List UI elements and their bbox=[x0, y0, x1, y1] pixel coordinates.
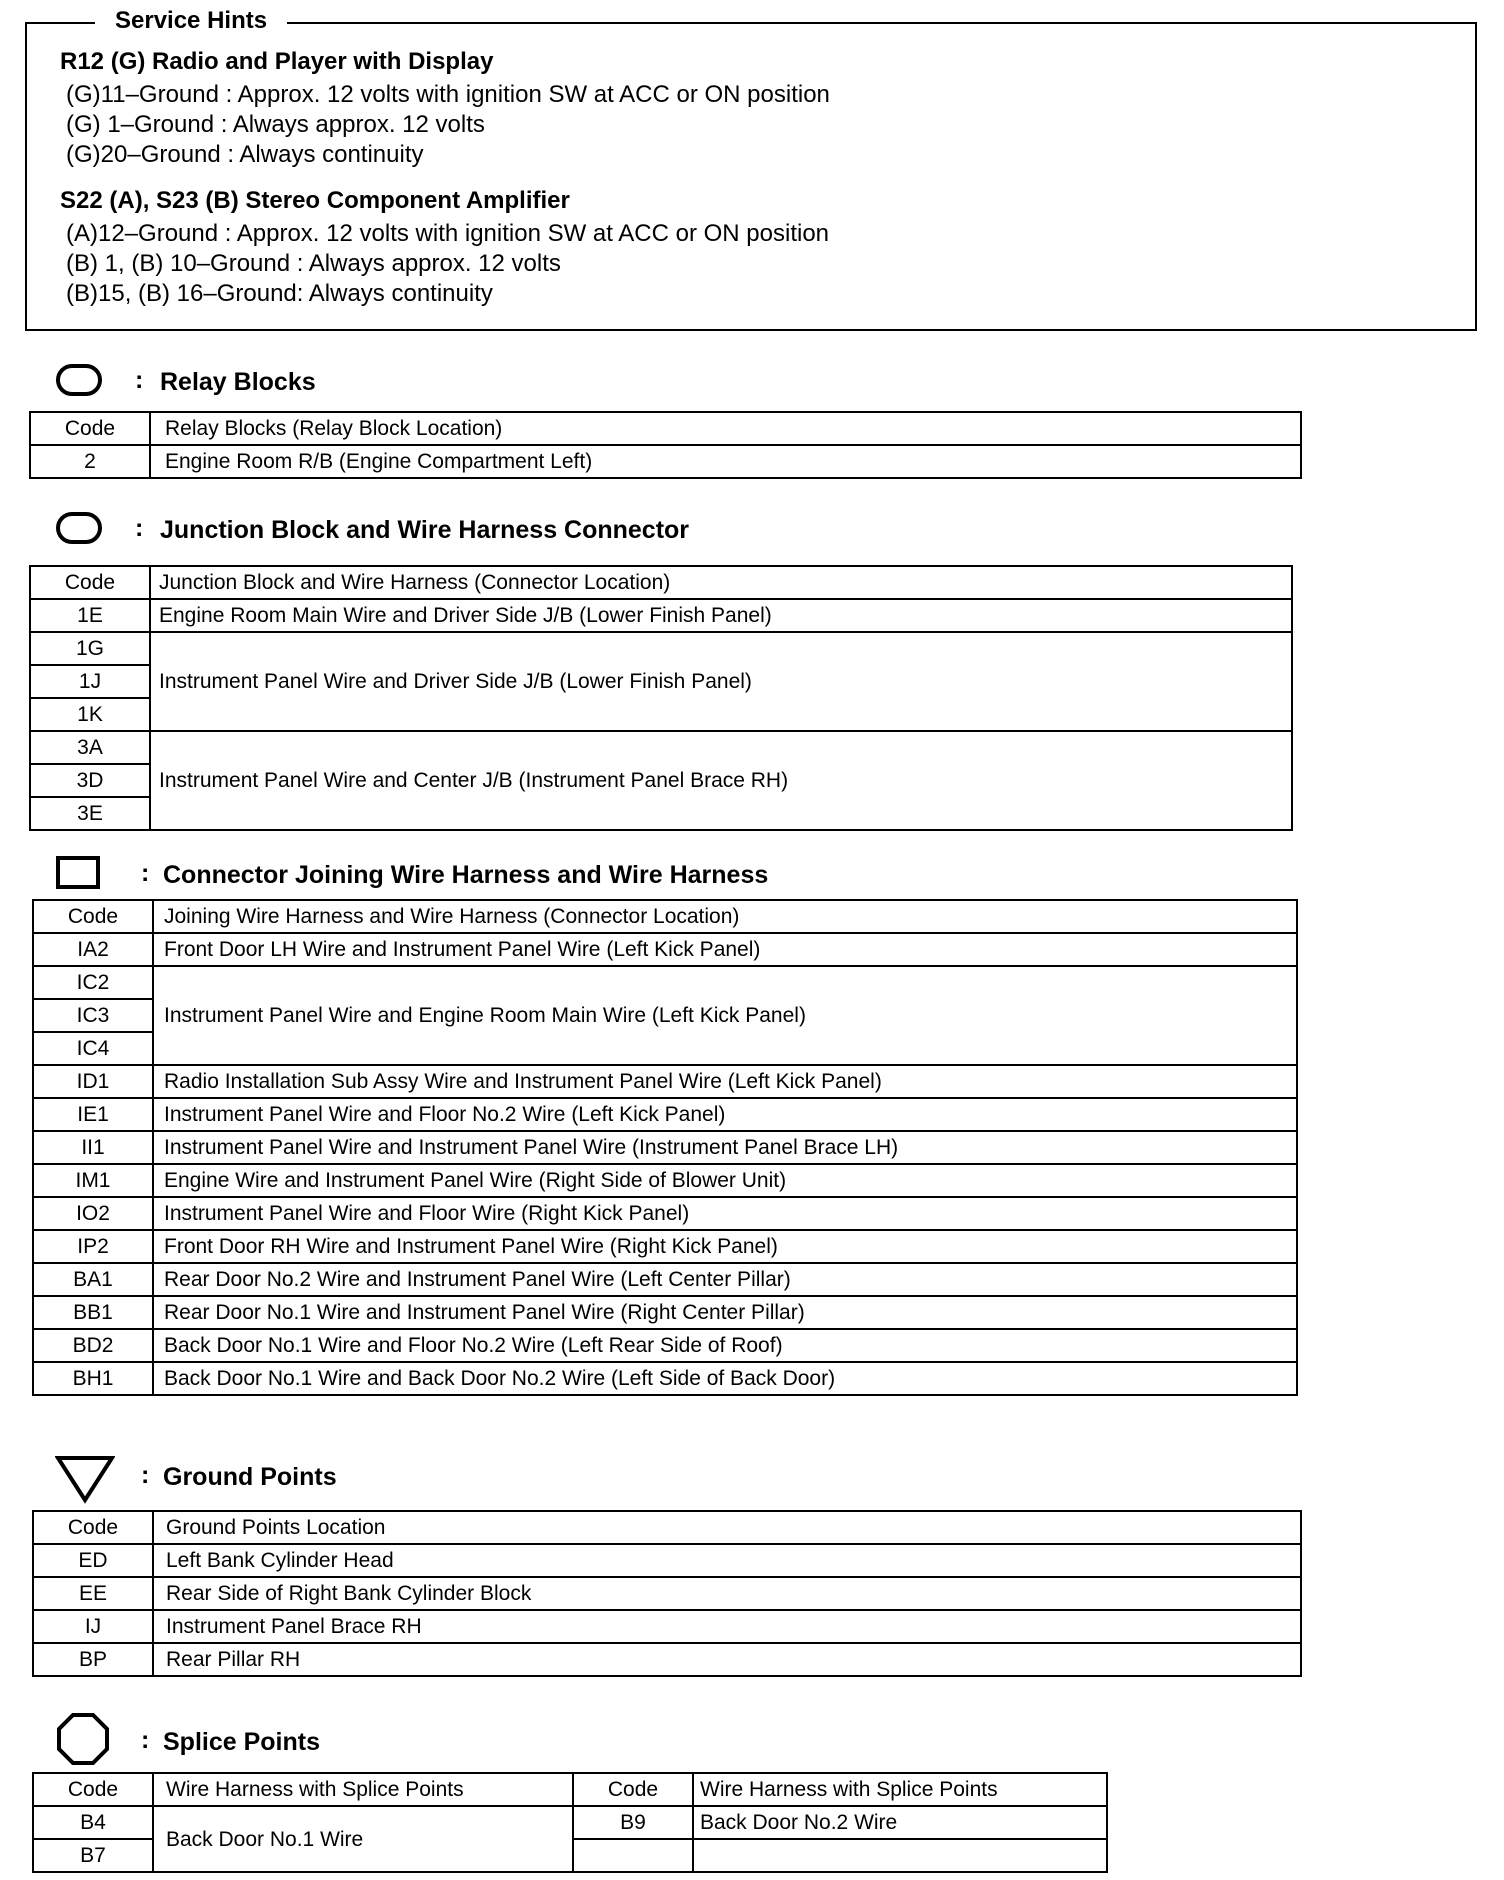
ground-points-table bbox=[32, 1510, 1302, 1677]
row-code: ID1 bbox=[33, 1065, 153, 1098]
row-code: IM1 bbox=[33, 1164, 153, 1197]
row-desc: Instrument Panel Wire and Floor No.2 Wire (Left Kick Panel) bbox=[153, 1098, 1297, 1131]
row-desc: Instrument Panel Brace RH bbox=[153, 1610, 1301, 1643]
table-row bbox=[33, 1610, 1301, 1643]
header-code: Code bbox=[573, 1773, 693, 1806]
connector-table bbox=[32, 899, 1298, 1396]
row-desc: Instrument Panel Wire and Center J/B (Instrument Panel Brace RH) bbox=[150, 731, 1292, 830]
table-header-row bbox=[30, 566, 1292, 599]
row-desc: Front Door LH Wire and Instrument Panel Wire (Left Kick Panel) bbox=[153, 933, 1297, 966]
row-desc: Radio Installation Sub Assy Wire and Instrument Panel Wire (Left Kick Panel) bbox=[153, 1065, 1297, 1098]
table-row bbox=[33, 1296, 1297, 1329]
row-desc: Instrument Panel Wire and Floor Wire (Right Kick Panel) bbox=[153, 1197, 1297, 1230]
row-code: ED bbox=[33, 1544, 153, 1577]
row-code: BB1 bbox=[33, 1296, 153, 1329]
table-row bbox=[33, 1098, 1297, 1131]
row-code: IO2 bbox=[33, 1197, 153, 1230]
header-code: Code bbox=[30, 566, 150, 599]
row-code: BH1 bbox=[33, 1362, 153, 1395]
row-desc: Rear Door No.2 Wire and Instrument Panel Wire (Left Center Pillar) bbox=[153, 1263, 1297, 1296]
table-row bbox=[33, 1230, 1297, 1263]
table-row bbox=[33, 1544, 1301, 1577]
table-row bbox=[33, 966, 1297, 999]
row-desc: Back Door No.1 Wire bbox=[153, 1806, 573, 1872]
rounded-rect-icon bbox=[55, 508, 105, 548]
table-row bbox=[33, 933, 1297, 966]
row-code: IC3 bbox=[33, 999, 153, 1032]
empty-cell bbox=[693, 1839, 1107, 1872]
row-code: 1K bbox=[30, 698, 150, 731]
empty-cell bbox=[573, 1839, 693, 1872]
table-row bbox=[30, 445, 1301, 478]
row-code: 3A bbox=[30, 731, 150, 764]
table-header-row bbox=[30, 412, 1301, 445]
relay-blocks-label: Relay Blocks bbox=[160, 368, 316, 396]
row-desc: Engine Wire and Instrument Panel Wire (Right Side of Blower Unit) bbox=[153, 1164, 1297, 1197]
row-code: IC4 bbox=[33, 1032, 153, 1065]
relay-blocks-table bbox=[29, 411, 1302, 479]
row-code: 3D bbox=[30, 764, 150, 797]
row-desc: Instrument Panel Wire and Instrument Panel Wire (Instrument Panel Brace LH) bbox=[153, 1131, 1297, 1164]
table-header-row bbox=[33, 900, 1297, 933]
row-desc: Engine Room R/B (Engine Compartment Left) bbox=[150, 445, 1301, 478]
row-desc: Back Door No.2 Wire bbox=[693, 1806, 1107, 1839]
row-desc: Instrument Panel Wire and Engine Room Main Wire (Left Kick Panel) bbox=[153, 966, 1297, 1065]
table-row bbox=[33, 1643, 1301, 1676]
hint-line: (G)11–Ground : Approx. 12 volts with ignition SW at ACC or ON position bbox=[66, 81, 830, 108]
table-row bbox=[33, 1806, 1107, 1839]
header-desc: Ground Points Location bbox=[153, 1511, 1301, 1544]
row-code: 2 bbox=[30, 445, 150, 478]
header-desc: Relay Blocks (Relay Block Location) bbox=[150, 412, 1301, 445]
service-hints-box bbox=[25, 22, 1477, 331]
row-code: IE1 bbox=[33, 1098, 153, 1131]
connector-label: Connector Joining Wire Harness and Wire Harness bbox=[163, 861, 769, 889]
hint-line: (G)20–Ground : Always continuity bbox=[66, 141, 424, 168]
rounded-rect-icon bbox=[55, 360, 105, 400]
header-code: Code bbox=[33, 900, 153, 933]
table-header-row bbox=[33, 1511, 1301, 1544]
header-code: Code bbox=[33, 1773, 153, 1806]
hint-group-radio bbox=[60, 44, 830, 170]
row-desc: Front Door RH Wire and Instrument Panel Wire (Right Kick Panel) bbox=[153, 1230, 1297, 1263]
table-row bbox=[30, 632, 1292, 665]
row-code: 3E bbox=[30, 797, 150, 830]
row-desc: Back Door No.1 Wire and Floor No.2 Wire (Left Rear Side of Roof) bbox=[153, 1329, 1297, 1362]
row-desc: Left Bank Cylinder Head bbox=[153, 1544, 1301, 1577]
row-code: 1E bbox=[30, 599, 150, 632]
service-hints-title: Service Hints bbox=[95, 6, 287, 36]
row-desc: Instrument Panel Wire and Driver Side J/B (Lower Finish Panel) bbox=[150, 632, 1292, 731]
row-code: IP2 bbox=[33, 1230, 153, 1263]
triangle-icon bbox=[55, 1455, 115, 1505]
row-code: 1J bbox=[30, 665, 150, 698]
header-desc: Wire Harness with Splice Points bbox=[153, 1773, 573, 1806]
row-code: BD2 bbox=[33, 1329, 153, 1362]
row-code: B9 bbox=[573, 1806, 693, 1839]
header-desc: Junction Block and Wire Harness (Connector Location) bbox=[150, 566, 1292, 599]
table-row bbox=[33, 1164, 1297, 1197]
row-desc: Rear Door No.1 Wire and Instrument Panel Wire (Right Center Pillar) bbox=[153, 1296, 1297, 1329]
splice-points-label: Splice Points bbox=[163, 1728, 320, 1756]
row-code: IC2 bbox=[33, 966, 153, 999]
table-row bbox=[33, 1577, 1301, 1610]
row-code: EE bbox=[33, 1577, 153, 1610]
row-code: 1G bbox=[30, 632, 150, 665]
row-code: BP bbox=[33, 1643, 153, 1676]
hint-line: (B)15, (B) 16–Ground: Always continuity bbox=[66, 280, 493, 307]
hint-line: (A)12–Ground : Approx. 12 volts with ignition SW at ACC or ON position bbox=[66, 220, 830, 247]
table-row bbox=[33, 1065, 1297, 1098]
table-row bbox=[30, 599, 1292, 632]
table-row bbox=[33, 1329, 1297, 1362]
table-row bbox=[33, 1362, 1297, 1395]
square-icon bbox=[55, 853, 105, 893]
row-desc: Back Door No.1 Wire and Back Door No.2 Wire (Left Side of Back Door) bbox=[153, 1362, 1297, 1395]
hint-group-amplifier bbox=[60, 183, 829, 309]
header-code: Code bbox=[33, 1511, 153, 1544]
row-code: IJ bbox=[33, 1610, 153, 1643]
table-row bbox=[30, 731, 1292, 764]
octagon-icon bbox=[55, 1712, 115, 1772]
row-code: B4 bbox=[33, 1806, 153, 1839]
row-desc: Rear Side of Right Bank Cylinder Block bbox=[153, 1577, 1301, 1610]
header-desc: Joining Wire Harness and Wire Harness (Connector Location) bbox=[153, 900, 1297, 933]
junction-block-table bbox=[29, 565, 1293, 831]
junction-block-label: Junction Block and Wire Harness Connector bbox=[160, 516, 690, 544]
hint-line: (B) 1, (B) 10–Ground : Always approx. 12 volts bbox=[66, 250, 561, 277]
hint-line: (G) 1–Ground : Always approx. 12 volts bbox=[66, 111, 485, 138]
row-code: II1 bbox=[33, 1131, 153, 1164]
row-desc: Engine Room Main Wire and Driver Side J/B (Lower Finish Panel) bbox=[150, 599, 1292, 632]
hint-heading: R12 (G) Radio and Player with Display bbox=[60, 48, 494, 75]
header-desc: Wire Harness with Splice Points bbox=[693, 1773, 1107, 1806]
ground-points-label: Ground Points bbox=[163, 1463, 337, 1491]
table-row bbox=[33, 1197, 1297, 1230]
table-header-row bbox=[33, 1773, 1107, 1806]
table-row bbox=[33, 1131, 1297, 1164]
row-code: BA1 bbox=[33, 1263, 153, 1296]
row-code: IA2 bbox=[33, 933, 153, 966]
table-row bbox=[33, 1263, 1297, 1296]
row-desc: Rear Pillar RH bbox=[153, 1643, 1301, 1676]
header-code: Code bbox=[30, 412, 150, 445]
hint-heading: S22 (A), S23 (B) Stereo Component Amplifier bbox=[60, 187, 570, 214]
row-code: B7 bbox=[33, 1839, 153, 1872]
splice-points-table bbox=[32, 1772, 1108, 1873]
